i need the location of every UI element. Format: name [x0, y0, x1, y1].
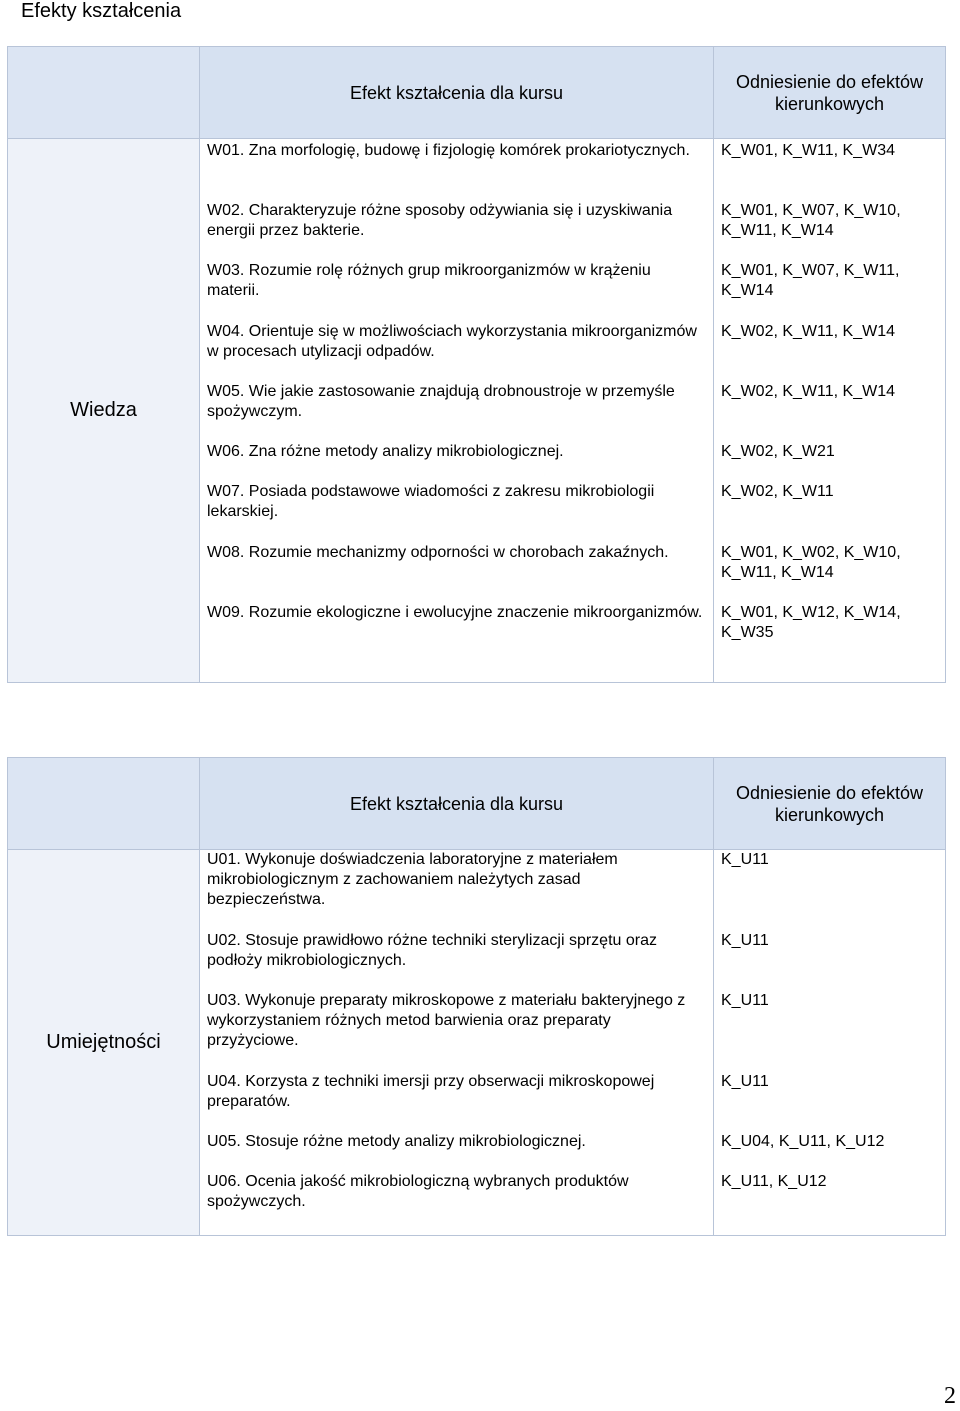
- knowledge-effect-item: W03. Rozumie rolę różnych grup mikroorganizmów w krążeniu materii.: [207, 262, 651, 300]
- knowledge-effect-item: W05. Wie jakie zastosowanie znajdują drobnoustroje w przemyśle spożywczym.: [207, 383, 675, 421]
- skills-reference-item: K_U11: [721, 851, 769, 868]
- skills-effect-item: U02. Stosuje prawidłowo różne techniki sterylizacji sprzętu oraz podłoży mikrobiologicznych.: [207, 932, 657, 970]
- knowledge-effect-item: W06. Zna różne metody analizy mikrobiologicznej.: [207, 443, 564, 460]
- knowledge-reference-item: K_W02, K_W11: [721, 483, 834, 500]
- knowledge-reference-item: K_W01, K_W11, K_W34: [721, 142, 895, 159]
- knowledge-reference-item: K_W01, K_W12, K_W14, K_W35: [721, 604, 901, 642]
- knowledge-reference-item: K_W01, K_W07, K_W10, K_W11, K_W14: [721, 202, 901, 240]
- knowledge-effect-item: W09. Rozumie ekologiczne i ewolucyjne znaczenie mikroorganizmów.: [207, 604, 703, 621]
- category-skills: Umiejętności: [8, 850, 200, 1236]
- header-effect: Efekt kształcenia dla kursu: [200, 47, 714, 139]
- header-corner-cell: [8, 758, 200, 850]
- knowledge-reference-item: K_W01, K_W02, K_W10, K_W11, K_W14: [721, 544, 901, 582]
- skills-effect-item: U03. Wykonuje preparaty mikroskopowe z materiału bakteryjnego z wykorzystaniem różnych metod barwienia oraz preparaty przyżyciowe.: [207, 992, 686, 1050]
- knowledge-effect-item: W07. Posiada podstawowe wiadomości z zakresu mikrobiologii lekarskiej.: [207, 483, 655, 521]
- knowledge-effects-list: [200, 139, 714, 683]
- skills-reference-item: K_U11: [721, 932, 769, 949]
- skills-effect-item: U01. Wykonuje doświadczenia laboratoryjne z materiałem mikrobiologicznym z zachowaniem należytych zasad bezpieczeństwa.: [207, 851, 618, 909]
- skills-reference-item: K_U11: [721, 1073, 769, 1090]
- knowledge-table: [7, 46, 946, 683]
- skills-table: [7, 757, 946, 1236]
- page-number: 2: [944, 1383, 956, 1409]
- knowledge-reference-item: K_W01, K_W07, K_W11, K_W14: [721, 262, 900, 300]
- skills-reference-item: K_U11, K_U12: [721, 1173, 827, 1190]
- knowledge-effect-item: W02. Charakteryzuje różne sposoby odżywiania się i uzyskiwania energii przez bakterie.: [207, 202, 673, 240]
- knowledge-reference-item: K_W02, K_W11, K_W14: [721, 323, 895, 340]
- page-title: Efekty kształcenia: [21, 0, 182, 22]
- knowledge-reference-item: K_W02, K_W21: [721, 443, 835, 460]
- knowledge-references-list: [714, 139, 946, 683]
- skills-effect-item: U05. Stosuje różne metody analizy mikrobiologicznej.: [207, 1133, 586, 1150]
- knowledge-effect-item: W04. Orientuje się w możliwościach wykorzystania mikroorganizmów w procesach utylizacji odpadów.: [207, 323, 697, 361]
- skills-effect-item: U04. Korzysta z techniki imersji przy obserwacji mikroskopowej preparatów.: [207, 1073, 655, 1111]
- skills-effects-list: [200, 850, 714, 1236]
- skills-reference-item: K_U11: [721, 992, 769, 1009]
- knowledge-reference-item: K_W02, K_W11, K_W14: [721, 383, 895, 400]
- header-reference: Odniesienie do efektów kierunkowych: [714, 47, 946, 139]
- skills-reference-item: K_U04, K_U11, K_U12: [721, 1133, 885, 1150]
- header-corner-cell: [8, 47, 200, 139]
- skills-references-list: [714, 850, 946, 1236]
- header-effect: Efekt kształcenia dla kursu: [200, 758, 714, 850]
- knowledge-effect-item: W08. Rozumie mechanizmy odporności w chorobach zakaźnych.: [207, 544, 669, 561]
- category-knowledge: Wiedza: [8, 139, 200, 683]
- skills-effect-item: U06. Ocenia jakość mikrobiologiczną wybranych produktów spożywczych.: [207, 1173, 629, 1211]
- header-reference: Odniesienie do efektów kierunkowych: [714, 758, 946, 850]
- knowledge-effect-item: W01. Zna morfologię, budowę i fizjologię komórek prokariotycznych.: [207, 142, 690, 159]
